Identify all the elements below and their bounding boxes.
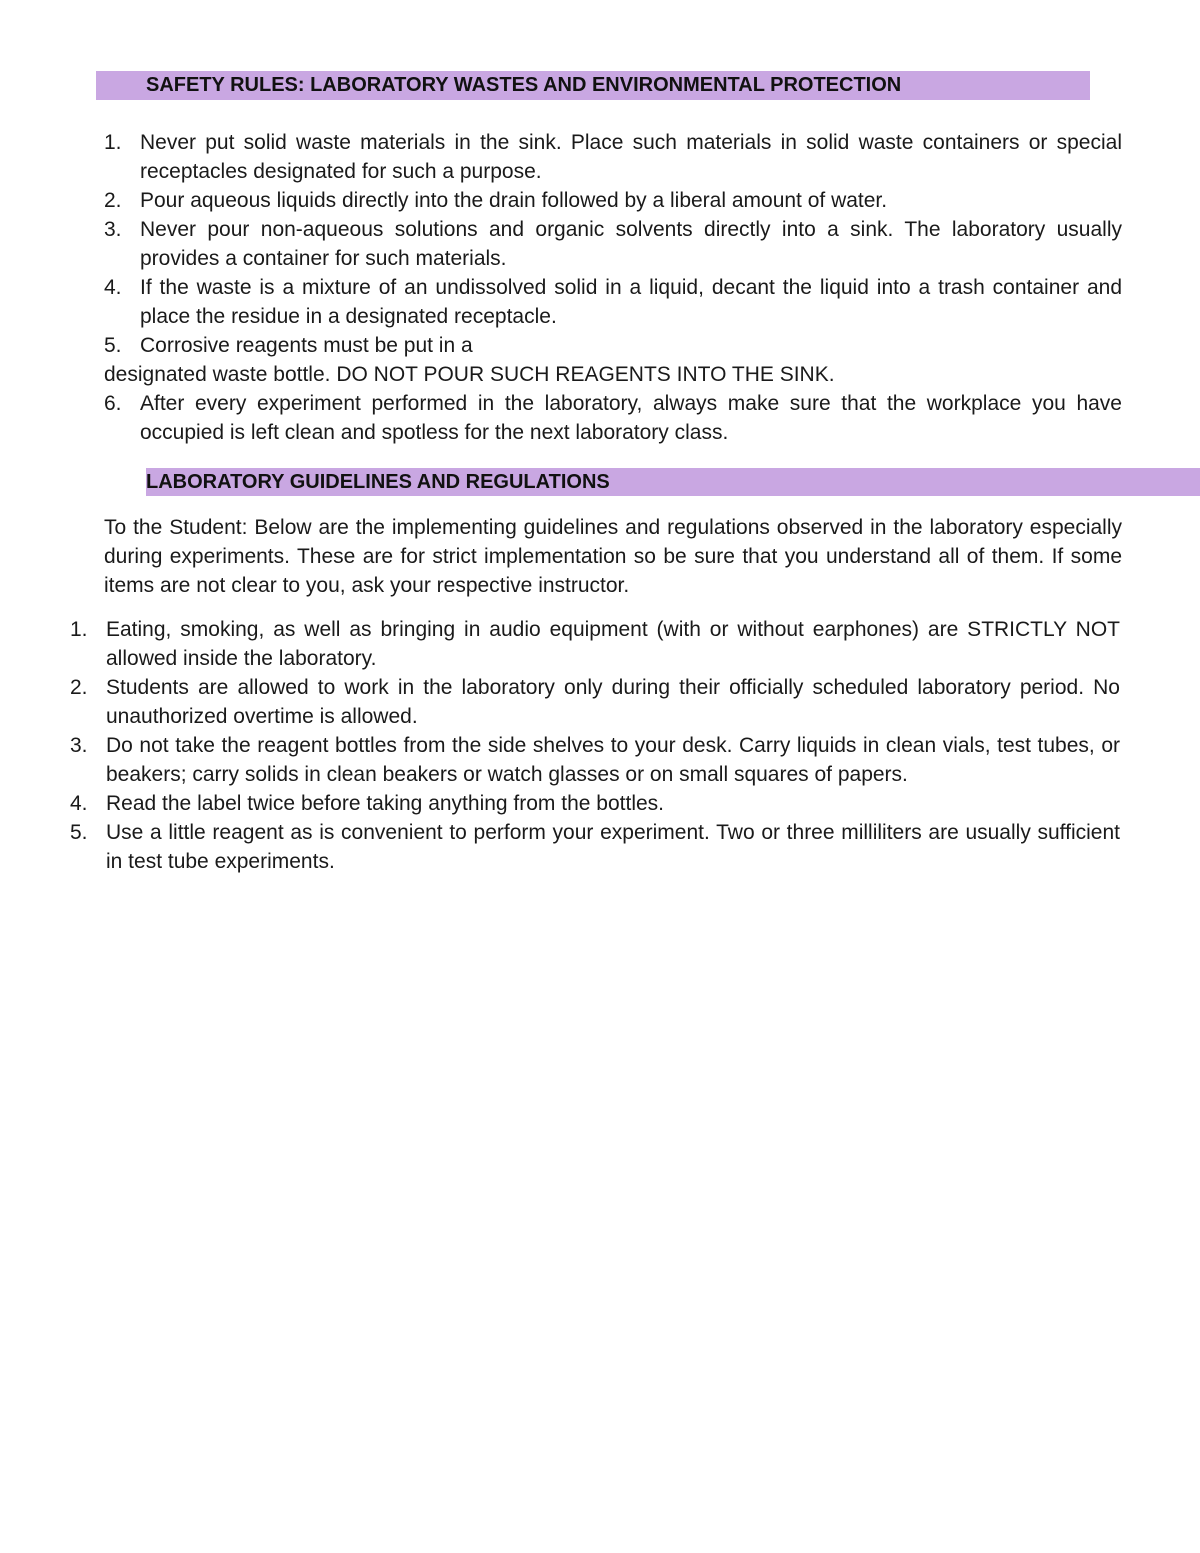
item-number: 5. (70, 821, 88, 844)
list-item (70, 731, 1120, 789)
list-item (70, 673, 1120, 731)
list-item (104, 273, 1122, 331)
intro-paragraph: To the Student: Below are the implementing guidelines and regulations observed in the laboratory especially during experiments. These are for strict implementation so be sure that you understand all of them. If some items are not clear to you, ask your respective instructor. (104, 516, 1122, 597)
item-number: 2. (104, 189, 122, 212)
safety-rules-list (104, 128, 1122, 447)
item-text: If the waste is a mixture of an undissolved solid in a liquid, decant the liquid into a trash container and place the residue in a designated receptacle. (140, 276, 1122, 328)
item-text: Never pour non-aqueous solutions and organic solvents directly into a sink. The laboratory usually provides a container for such materials. (140, 218, 1122, 270)
item-text: Read the label twice before taking anything from the bottles. (106, 792, 664, 815)
item-text: After every experiment performed in the laboratory, always make sure that the workplace you have occupied is left clean and spotless for the next laboratory class. (140, 392, 1122, 444)
item-first-line (104, 331, 1122, 360)
item-text: Pour aqueous liquids directly into the drain followed by a liberal amount of water. (140, 189, 888, 212)
item-number: 1. (104, 131, 122, 154)
item-number: 2. (70, 676, 88, 699)
guidelines-list (70, 615, 1120, 876)
item-number: 1. (70, 618, 88, 641)
list-item (70, 818, 1120, 876)
item-continuation: designated waste bottle. DO NOT POUR SUCH REAGENTS INTO THE SINK. (104, 363, 835, 386)
item-number: 4. (104, 276, 122, 299)
item-text: Use a little reagent as is convenient to perform your experiment. Two or three milliliters are usually sufficient in test tube experiments. (106, 821, 1120, 873)
item-text: Eating, smoking, as well as bringing in audio equipment (with or without earphones) are STRICTLY NOT allowed inside the laboratory. (106, 618, 1120, 670)
list-item (70, 789, 1120, 818)
list-item (104, 389, 1122, 447)
list-item (104, 128, 1122, 186)
section-2-heading: LABORATORY GUIDELINES AND REGULATIONS (146, 468, 1200, 496)
list-item (70, 615, 1120, 673)
item-number: 5. (104, 334, 122, 357)
item-number: 3. (104, 218, 122, 241)
list-item (104, 186, 1122, 215)
item-number: 4. (70, 792, 88, 815)
item-text: Do not take the reagent bottles from the side shelves to your desk. Carry liquids in clean vials, test tubes, or beakers; carry solids in clean beakers or watch glasses or on small squares of papers. (106, 734, 1120, 786)
list-item (104, 215, 1122, 273)
section-1-heading: SAFETY RULES: LABORATORY WASTES AND ENVIRONMENTAL PROTECTION (96, 71, 1090, 100)
item-text: Corrosive reagents must be put in a (140, 334, 473, 357)
item-number: 6. (104, 392, 122, 415)
item-number: 3. (70, 734, 88, 757)
list-item (104, 331, 1122, 389)
item-text: Never put solid waste materials in the sink. Place such materials in solid waste containers or special receptacles designated for such a purpose. (140, 131, 1122, 183)
item-text: Students are allowed to work in the laboratory only during their officially scheduled laboratory period. No unauthorized overtime is allowed. (106, 676, 1120, 728)
